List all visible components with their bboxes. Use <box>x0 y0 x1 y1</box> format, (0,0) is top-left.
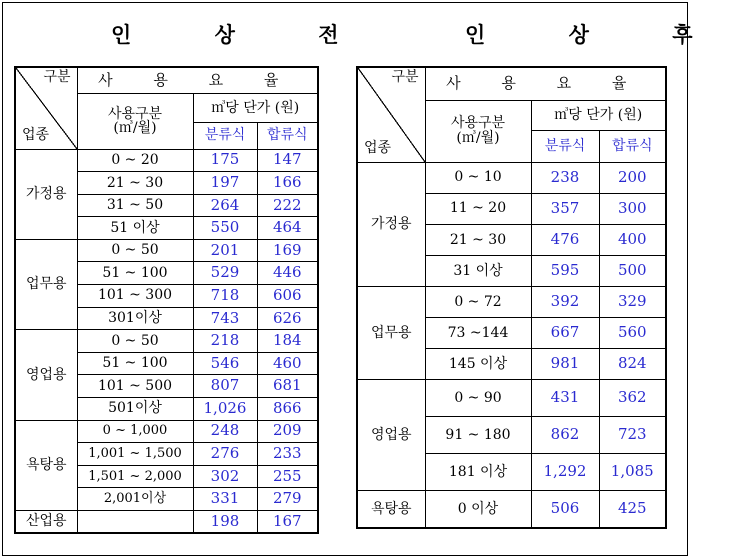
combined-rate: 400 <box>599 224 666 255</box>
combined-header: 합류식 <box>599 130 666 162</box>
separate-rate: 392 <box>531 286 599 317</box>
before-title: 인 상 전 <box>111 22 377 47</box>
range-cell <box>77 510 193 533</box>
separate-rate: 276 <box>193 443 257 466</box>
usage-header-line1: 사용구분 <box>107 105 163 122</box>
combined-rate: 626 <box>257 307 318 330</box>
corner-top-label: 구분 <box>391 69 419 85</box>
combined-rate: 464 <box>257 217 318 240</box>
document-frame <box>2 2 730 556</box>
corner-top-label: 구분 <box>43 69 71 85</box>
industry-cell: 영업용 <box>357 380 425 491</box>
combined-rate: 233 <box>257 443 318 466</box>
usage-header-line2: (㎥/월) <box>456 130 500 147</box>
separate-rate: 218 <box>193 330 257 353</box>
separate-rate: 197 <box>193 172 257 195</box>
combined-rate: 209 <box>257 420 318 443</box>
industry-cell: 욕탕용 <box>15 420 77 510</box>
usage-header-line1: 사용구분 <box>450 115 506 132</box>
combined-rate: 169 <box>257 239 318 262</box>
separate-rate: 238 <box>531 162 599 193</box>
separate-rate: 595 <box>531 255 599 286</box>
combined-rate: 200 <box>599 162 666 193</box>
range-cell: 31 이상 <box>425 255 531 286</box>
range-cell: 0 ~ 72 <box>425 286 531 317</box>
rate-header: 사 용 요 율 <box>77 67 318 94</box>
separate-rate: 476 <box>531 224 599 255</box>
range-cell: 11 ~ 20 <box>425 193 531 224</box>
range-cell: 0 ~ 10 <box>425 162 531 193</box>
rate-header: 사 용 요 율 <box>425 67 666 100</box>
combined-rate: 362 <box>599 380 666 417</box>
range-cell: 0 이상 <box>425 491 531 528</box>
separate-rate: 807 <box>193 375 257 398</box>
combined-rate: 425 <box>599 491 666 528</box>
combined-header: 합류식 <box>257 122 318 149</box>
separate-rate: 431 <box>531 380 599 417</box>
unit-price-header: ㎥당 단가 (원) <box>531 100 666 130</box>
separate-rate: 743 <box>193 307 257 330</box>
combined-rate: 681 <box>257 375 318 398</box>
range-cell: 0 ~ 50 <box>77 239 193 262</box>
combined-rate: 606 <box>257 285 318 308</box>
combined-rate: 184 <box>257 330 318 353</box>
range-cell: 51 이상 <box>77 217 193 240</box>
corner-bottom-label: 업종 <box>364 140 392 156</box>
separate-rate: 302 <box>193 465 257 488</box>
range-cell: 1,501 ~ 2,000 <box>77 465 193 488</box>
combined-rate: 500 <box>599 255 666 286</box>
industry-cell: 업무용 <box>15 239 77 329</box>
range-cell: 21 ~ 30 <box>425 224 531 255</box>
combined-rate: 222 <box>257 194 318 217</box>
separate-rate: 357 <box>531 193 599 224</box>
separate-rate: 198 <box>193 510 257 533</box>
range-cell: 1,001 ~ 1,500 <box>77 443 193 466</box>
separate-rate: 1,026 <box>193 397 257 420</box>
combined-rate: 167 <box>257 510 318 533</box>
range-cell: 101 ~ 500 <box>77 375 193 398</box>
separate-rate: 264 <box>193 194 257 217</box>
industry-cell: 산업용 <box>15 510 77 533</box>
range-cell: 2,001이상 <box>77 488 193 511</box>
combined-rate: 824 <box>599 349 666 380</box>
combined-rate: 147 <box>257 149 318 172</box>
range-cell: 501이상 <box>77 397 193 420</box>
separate-rate: 667 <box>531 318 599 349</box>
range-cell: 51 ~ 100 <box>77 262 193 285</box>
range-cell: 0 ~ 90 <box>425 380 531 417</box>
combined-rate: 1,085 <box>599 454 666 491</box>
industry-cell: 가정용 <box>357 162 425 286</box>
separate-rate: 550 <box>193 217 257 240</box>
separate-header: 분류식 <box>531 130 599 162</box>
separate-rate: 529 <box>193 262 257 285</box>
separate-rate: 248 <box>193 420 257 443</box>
separate-rate: 981 <box>531 349 599 380</box>
rate-table-before <box>14 66 319 534</box>
combined-rate: 560 <box>599 318 666 349</box>
usage-header <box>425 100 531 162</box>
range-cell: 51 ~ 100 <box>77 352 193 375</box>
separate-rate: 862 <box>531 417 599 454</box>
combined-rate: 300 <box>599 193 666 224</box>
usage-header-line2: (㎥/월) <box>113 120 157 137</box>
combined-rate: 866 <box>257 397 318 420</box>
range-cell: 31 ~ 50 <box>77 194 193 217</box>
corner-bottom-label: 업종 <box>22 126 50 143</box>
separate-rate: 175 <box>193 149 257 172</box>
separate-rate: 546 <box>193 352 257 375</box>
range-cell: 181 이상 <box>425 454 531 491</box>
corner-header <box>15 67 77 149</box>
range-cell: 145 이상 <box>425 349 531 380</box>
range-cell: 0 ~ 1,000 <box>77 420 193 443</box>
range-cell: 101 ~ 300 <box>77 285 193 308</box>
after-title: 인 상 후 <box>465 22 730 47</box>
range-cell: 21 ~ 30 <box>77 172 193 195</box>
separate-rate: 201 <box>193 239 257 262</box>
separate-rate: 1,292 <box>531 454 599 491</box>
industry-cell: 가정용 <box>15 149 77 239</box>
range-cell: 73 ~144 <box>425 318 531 349</box>
separate-header: 분류식 <box>193 122 257 149</box>
rate-table-after <box>356 66 667 529</box>
combined-rate: 460 <box>257 352 318 375</box>
separate-rate: 718 <box>193 285 257 308</box>
combined-rate: 255 <box>257 465 318 488</box>
combined-rate: 166 <box>257 172 318 195</box>
separate-rate: 331 <box>193 488 257 511</box>
combined-rate: 329 <box>599 286 666 317</box>
range-cell: 0 ~ 50 <box>77 330 193 353</box>
combined-rate: 279 <box>257 488 318 511</box>
industry-cell: 욕탕용 <box>357 491 425 528</box>
range-cell: 91 ~ 180 <box>425 417 531 454</box>
usage-header <box>77 94 193 149</box>
unit-price-header: ㎥당 단가 (원) <box>193 94 318 123</box>
combined-rate: 723 <box>599 417 666 454</box>
corner-header <box>357 67 425 162</box>
separate-rate: 506 <box>531 491 599 528</box>
range-cell: 301이상 <box>77 307 193 330</box>
industry-cell: 업무용 <box>357 286 425 379</box>
range-cell: 0 ~ 20 <box>77 149 193 172</box>
industry-cell: 영업용 <box>15 330 77 420</box>
combined-rate: 446 <box>257 262 318 285</box>
